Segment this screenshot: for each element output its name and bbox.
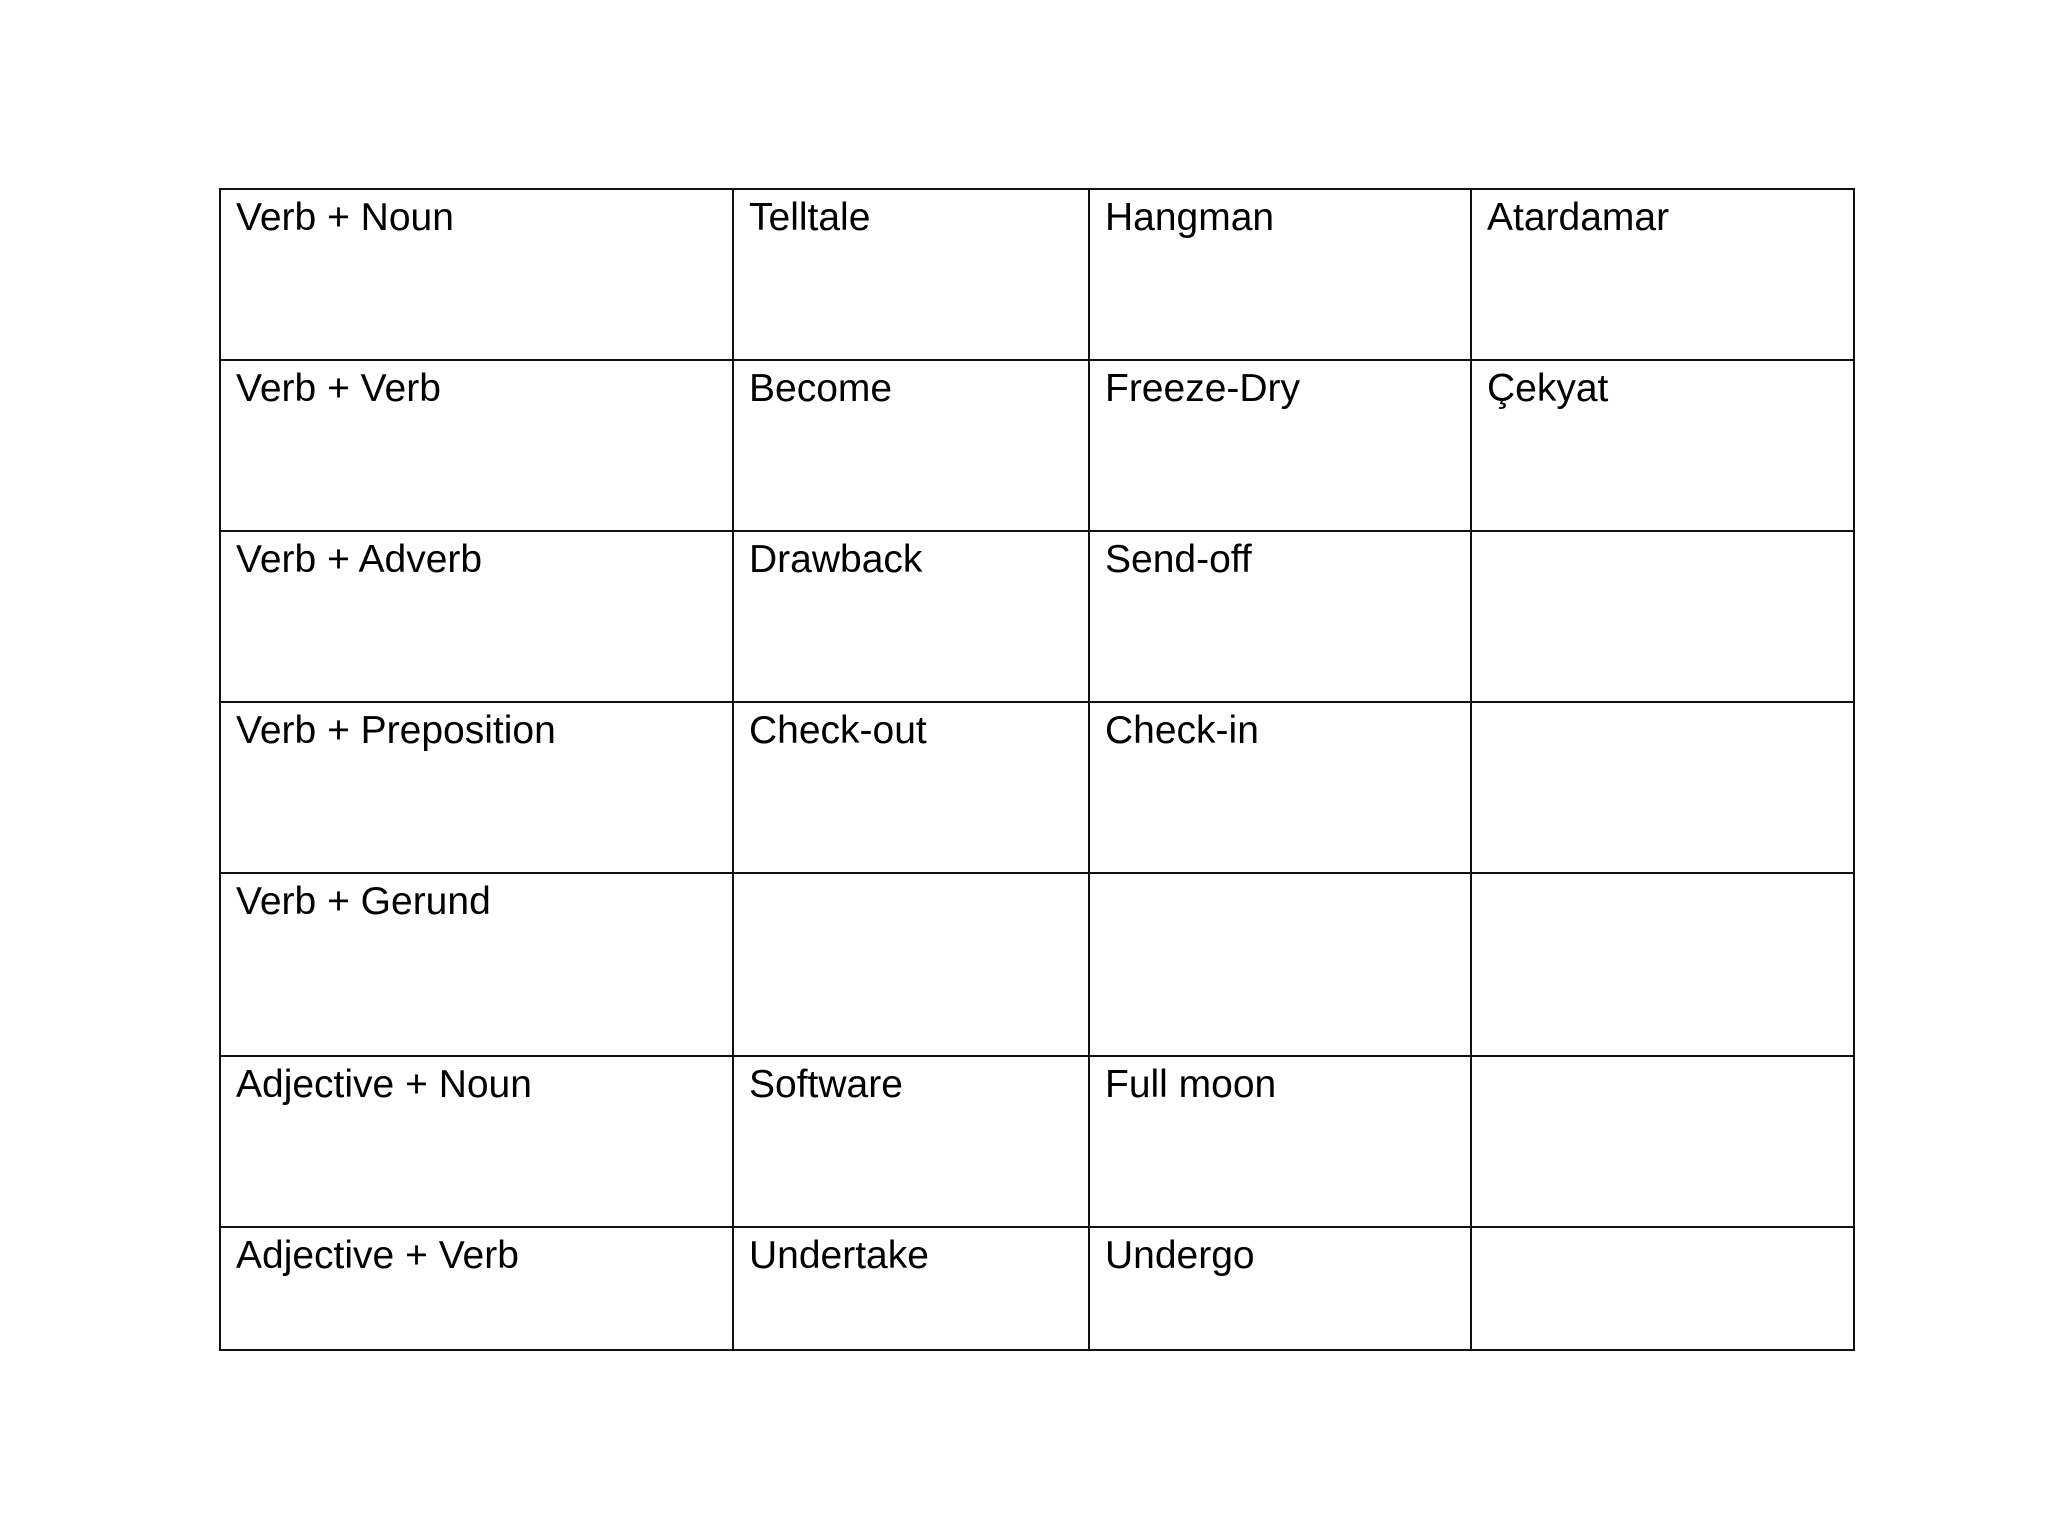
- example-cell: Atardamar: [1471, 189, 1854, 360]
- table-row: [220, 360, 1854, 531]
- compound-type-cell: Verb + Adverb: [220, 531, 733, 702]
- example-cell: Freeze-Dry: [1089, 360, 1471, 531]
- compound-type-cell: Verb + Noun: [220, 189, 733, 360]
- example-cell: Hangman: [1089, 189, 1471, 360]
- example-cell: Check-in: [1089, 702, 1471, 873]
- example-cell: [1471, 1056, 1854, 1227]
- compound-type-cell: Verb + Preposition: [220, 702, 733, 873]
- compound-type-cell: Verb + Gerund: [220, 873, 733, 1056]
- example-cell: Become: [733, 360, 1089, 531]
- example-cell: Undertake: [733, 1227, 1089, 1350]
- example-cell: Drawback: [733, 531, 1089, 702]
- table-row: [220, 531, 1854, 702]
- example-cell: [1471, 873, 1854, 1056]
- compound-words-table: [219, 188, 1855, 1351]
- compound-type-cell: Adjective + Noun: [220, 1056, 733, 1227]
- example-cell: Send-off: [1089, 531, 1471, 702]
- example-cell: [1471, 531, 1854, 702]
- example-cell: [733, 873, 1089, 1056]
- table-row: [220, 1056, 1854, 1227]
- table-row: [220, 702, 1854, 873]
- example-cell: Check-out: [733, 702, 1089, 873]
- example-cell: Undergo: [1089, 1227, 1471, 1350]
- example-cell: Telltale: [733, 189, 1089, 360]
- compound-type-cell: Adjective + Verb: [220, 1227, 733, 1350]
- example-cell: Çekyat: [1471, 360, 1854, 531]
- table-row: [220, 189, 1854, 360]
- example-cell: Full moon: [1089, 1056, 1471, 1227]
- compound-type-cell: Verb + Verb: [220, 360, 733, 531]
- example-cell: Software: [733, 1056, 1089, 1227]
- example-cell: [1089, 873, 1471, 1056]
- table-row: [220, 1227, 1854, 1350]
- example-cell: [1471, 1227, 1854, 1350]
- table-row: [220, 873, 1854, 1056]
- example-cell: [1471, 702, 1854, 873]
